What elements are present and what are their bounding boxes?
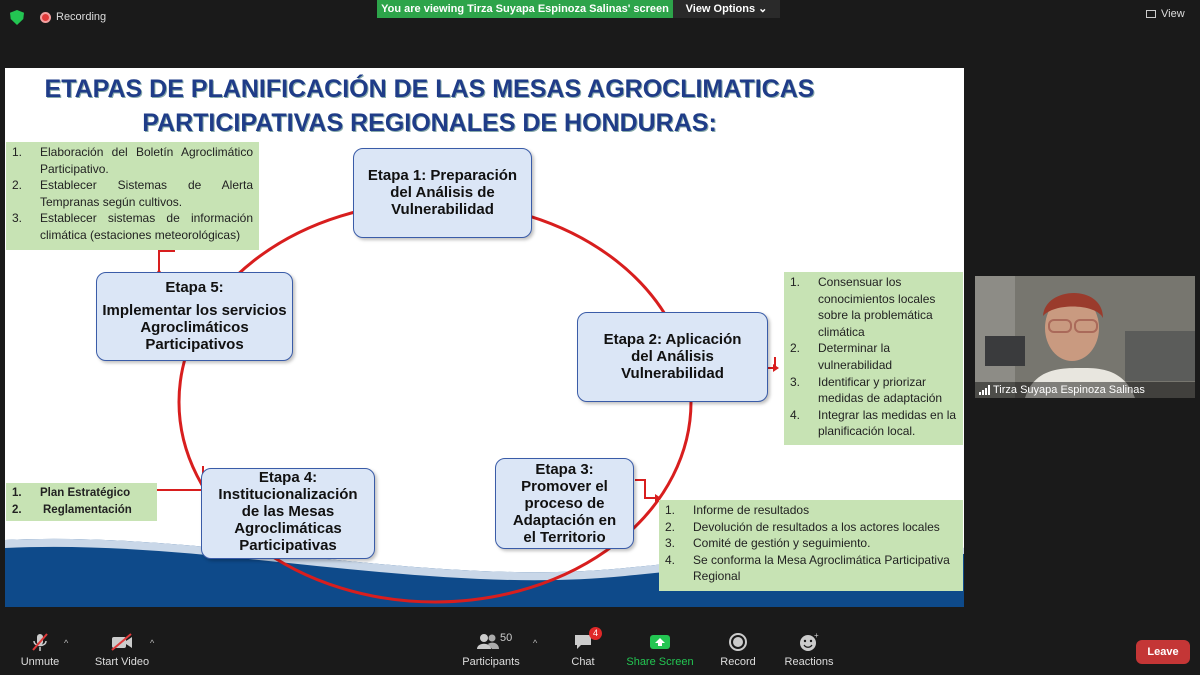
view-options-button[interactable]: View Options ⌄	[673, 0, 780, 18]
stage-2-box	[577, 312, 768, 402]
stage-4-box	[201, 468, 375, 559]
share-screen-icon	[649, 632, 671, 652]
stage-4-line: Agroclimáticas	[234, 520, 342, 537]
stage-3-notes	[659, 500, 963, 591]
stage-3-line: proceso de	[524, 495, 605, 512]
chat-unread-badge: 4	[589, 627, 602, 640]
slide-title-line1: ETAPAS DE PLANIFICACIÓN DE LAS MESAS AGROCLIMATICAS	[44, 75, 815, 103]
list-text: Devolución de resultados a los actores locales	[693, 519, 940, 534]
reactions-smiley-icon	[798, 632, 820, 652]
unmute-button[interactable]	[14, 632, 69, 668]
viewing-screen-banner: You are viewing Tirza Suyapa Espinoza Salinas' screen	[377, 0, 673, 18]
start-video-label: Start Video	[94, 656, 150, 668]
list-text: Plan Estratégico	[40, 487, 131, 499]
participants-count: 50	[500, 632, 513, 644]
audio-options-chevron-icon[interactable]: ^	[64, 638, 69, 648]
list-item	[790, 274, 957, 340]
record-label: Record	[720, 656, 756, 668]
list-number: 1.	[665, 503, 676, 517]
list-text: Consensuar los conocimientos locales sobre la problemática climática	[818, 275, 936, 339]
list-number: 2.	[790, 341, 801, 356]
stage-4-notes	[6, 483, 157, 521]
list-text: Elaboración del Boletín Agroclimático Participativo.	[40, 145, 253, 176]
list-item	[790, 374, 957, 407]
encryption-shield-icon[interactable]	[10, 10, 24, 25]
stage-5-box	[96, 272, 293, 361]
participants-label: Participants	[462, 656, 520, 668]
stage-4-line: Participativas	[239, 537, 337, 554]
list-item	[12, 144, 253, 177]
list-number: 4.	[790, 407, 801, 422]
recording-icon	[40, 12, 51, 23]
stage-3-line: el Territorio	[523, 529, 606, 546]
arrow-stage5-to-notes	[159, 251, 175, 273]
video-off-icon	[110, 632, 134, 652]
participants-icon	[476, 632, 500, 652]
meeting-top-bar	[0, 0, 1200, 36]
stage-1-line: Vulnerabilidad	[391, 201, 494, 218]
list-number: 2.	[12, 178, 23, 193]
stage-3-line: Promover el	[521, 478, 608, 495]
chat-label: Chat	[571, 656, 595, 668]
list-item	[665, 535, 957, 552]
stage-1-line: del Análisis de	[390, 184, 495, 201]
list-item	[12, 210, 253, 243]
reactions-label: Reactions	[784, 656, 834, 668]
stage-2-line: Etapa 2: Aplicación	[603, 331, 742, 348]
participant-name-label: Tirza Suyapa Espinoza Salinas	[975, 382, 1195, 398]
list-item	[790, 407, 957, 440]
list-item	[665, 519, 957, 536]
chat-icon-wrap	[573, 628, 598, 652]
shared-slide	[5, 68, 964, 607]
stage-4-line: de las Mesas	[241, 503, 335, 520]
arrow-stage4-to-notes	[157, 466, 203, 490]
list-number: 1.	[12, 487, 22, 499]
stage-4-line: Etapa 4:	[258, 469, 318, 486]
svg-text:+: +	[814, 632, 819, 640]
list-number: 4.	[665, 552, 676, 567]
stage-1-box	[353, 148, 532, 238]
video-options-chevron-icon[interactable]: ^	[150, 638, 155, 648]
list-number: 3.	[665, 536, 676, 551]
stage-2-notes	[784, 272, 963, 445]
list-item	[12, 177, 253, 210]
leave-button[interactable]: Leave	[1136, 640, 1190, 664]
stage-2-line: del Análisis	[631, 348, 714, 365]
list-item	[665, 552, 957, 585]
chat-button[interactable]	[566, 628, 600, 668]
list-text: Integrar las medidas en la planificación local.	[818, 407, 957, 439]
participant-video-icon	[975, 276, 1195, 398]
list-text: Comité de gestión y seguimiento.	[693, 536, 871, 551]
list-number: 1.	[12, 145, 23, 159]
list-text: Reglamentación	[43, 503, 132, 516]
reactions-button[interactable]	[784, 632, 834, 668]
list-item	[790, 340, 957, 373]
muted-microphone-icon	[30, 632, 50, 652]
stage-2-line: Vulnerabilidad	[621, 365, 724, 382]
stage-3-box	[495, 458, 634, 549]
share-screen-label: Share Screen	[626, 656, 694, 668]
list-text: Informe de resultados	[693, 503, 810, 517]
view-grid-icon	[1146, 10, 1156, 18]
list-number: 1.	[790, 275, 801, 289]
start-video-button[interactable]	[92, 632, 155, 668]
list-number: 2.	[12, 503, 22, 516]
stage-5-line: Implementar los servicios	[102, 302, 287, 319]
arrow-stage3-to-notes	[635, 480, 655, 498]
list-text: Establecer Sistemas de Alerta Tempranas según cultivos.	[40, 178, 253, 209]
list-number: 3.	[12, 211, 23, 226]
signal-strength-icon	[979, 385, 991, 395]
slide-title	[5, 72, 964, 140]
stage-5-line: Agroclimáticos	[140, 319, 249, 336]
stage-4-line: Institucionalización	[218, 486, 358, 503]
record-icon	[728, 632, 748, 652]
stage-5-line: Participativos	[145, 336, 244, 353]
participants-icon-group	[466, 632, 516, 652]
stage-5-notes	[6, 142, 259, 250]
list-text: Determinar la vulnerabilidad	[818, 341, 893, 372]
stage-3-line: Etapa 3:	[535, 461, 594, 478]
list-text: Establecer sistemas de información climática (estaciones meteorológicas)	[40, 211, 253, 242]
participant-video-tile[interactable]	[975, 276, 1195, 398]
participants-options-chevron-icon[interactable]: ^	[533, 638, 538, 648]
list-text: Identificar y priorizar medidas de adaptación	[818, 374, 943, 406]
stage-3-line: Adaptación en	[512, 512, 617, 529]
list-item	[665, 502, 957, 519]
view-button[interactable]	[1146, 8, 1185, 20]
list-item	[12, 485, 151, 502]
participants-button[interactable]	[460, 632, 522, 668]
slide-title-line2: PARTICIPATIVAS REGIONALES DE HONDURAS:	[142, 109, 717, 137]
stage-5-line: Etapa 5:	[165, 279, 224, 296]
list-item	[12, 502, 151, 519]
stage-1-line: Etapa 1: Preparación	[367, 167, 518, 184]
list-text: Se conforma la Mesa Agroclimática Participativa Regional	[693, 552, 950, 584]
list-number: 3.	[790, 374, 801, 389]
unmute-label: Unmute	[20, 656, 60, 668]
list-number: 2.	[665, 519, 676, 534]
share-screen-button[interactable]	[626, 632, 694, 668]
record-button[interactable]	[718, 632, 758, 668]
recording-label: Recording	[56, 11, 107, 23]
view-label: View	[1161, 8, 1185, 20]
